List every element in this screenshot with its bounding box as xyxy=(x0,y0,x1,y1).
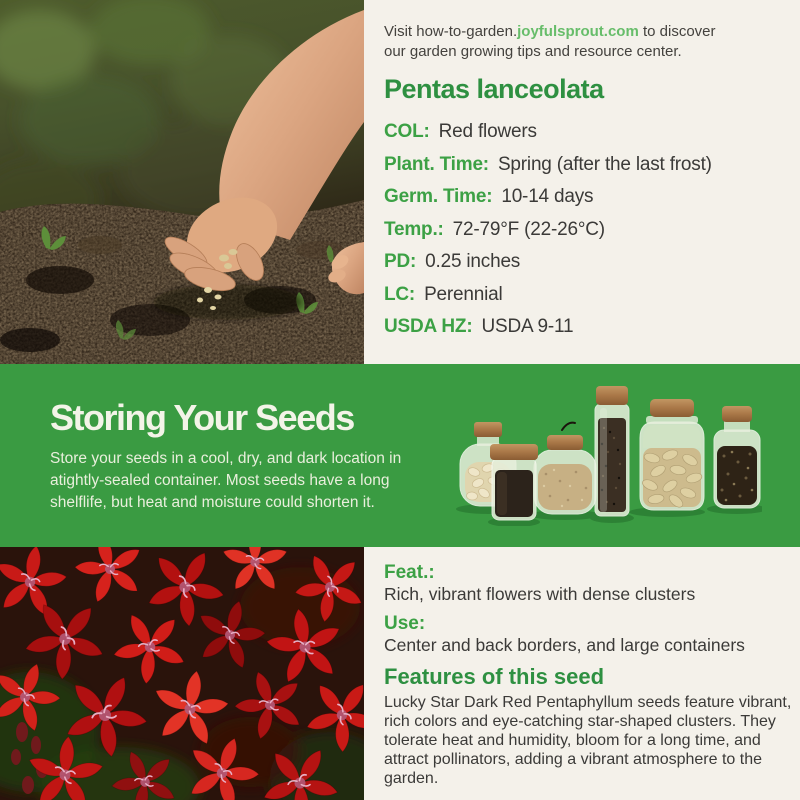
feat-label: Feat.: xyxy=(384,562,435,583)
sowing-photo xyxy=(0,0,364,364)
spec-label: PD: xyxy=(384,251,417,273)
jar-dark-mixed xyxy=(714,406,760,508)
site-link[interactable]: joyfulsprout.com xyxy=(517,23,639,40)
storage-text-block xyxy=(50,397,438,514)
spec-list xyxy=(384,116,800,344)
spec-row xyxy=(384,149,800,182)
feat-value: Rich, vibrant flowers with dense clusters xyxy=(384,584,696,604)
spec-value: Red flowers xyxy=(438,121,537,143)
spec-row xyxy=(384,214,800,247)
seed-jars-illustration xyxy=(450,378,762,526)
spec-value: 72-79°F (22-26°C) xyxy=(452,218,605,240)
spec-value: Perennial xyxy=(424,283,503,305)
spec-label: Germ. Time: xyxy=(384,186,493,208)
visit-line2: our garden growing tips and resource center. xyxy=(384,43,682,60)
use-value: Center and back borders, and large containers xyxy=(384,635,745,655)
storage-body: Store your seeds in a cool, dry, and dark location in atightly-sealed container. Most seeds have a long shelflife, but heat and moisture could shorten it. xyxy=(50,450,402,511)
spec-row xyxy=(384,311,800,344)
spec-row xyxy=(384,279,800,312)
storage-title: Storing Your Seeds xyxy=(50,397,354,438)
spec-label: Temp.: xyxy=(384,218,444,240)
spec-row xyxy=(384,181,800,214)
jar-granules xyxy=(534,423,596,514)
flowers-photo xyxy=(0,547,364,800)
spec-label: USDA HZ: xyxy=(384,316,473,338)
spec-value: 10-14 days xyxy=(501,186,594,208)
visit-prefix: Visit how-to-garden. xyxy=(384,23,518,40)
hand-sowing-seeds-illustration xyxy=(0,0,364,364)
features-panel xyxy=(364,547,800,800)
visit-suffix: to discover xyxy=(638,23,716,40)
features-body: Lucky Star Dark Red Pentaphyllum seeds feature vibrant, rich colors and eye-catching star-shaped clusters. They tolerate heat and humidity, bloom for a long time, and attract pollinators, adding a vibrant atmosphere to the garden. xyxy=(384,694,792,787)
red-pentas-flowers-illustration xyxy=(0,547,364,800)
plant-title: Pentas lanceolata xyxy=(384,74,604,104)
spec-label: LC: xyxy=(384,283,416,305)
features-title: Features of this seed xyxy=(384,664,605,689)
seed-jars-photo xyxy=(450,378,762,526)
spec-label: Plant. Time: xyxy=(384,153,489,175)
use-label: Use: xyxy=(384,613,426,634)
visit-note xyxy=(384,22,790,62)
spec-value: Spring (after the last frost) xyxy=(497,153,712,175)
spec-value: 0.25 inches xyxy=(425,251,521,273)
spec-row xyxy=(384,246,800,279)
storage-band xyxy=(0,364,800,547)
jar-flat-seeds xyxy=(640,399,704,510)
spec-label: COL: xyxy=(384,121,430,143)
info-panel xyxy=(364,0,800,364)
spec-row xyxy=(384,116,800,149)
jar-tall-cylinder xyxy=(595,386,629,516)
jar-dark-small xyxy=(490,444,538,520)
spec-value: USDA 9-11 xyxy=(481,316,574,338)
